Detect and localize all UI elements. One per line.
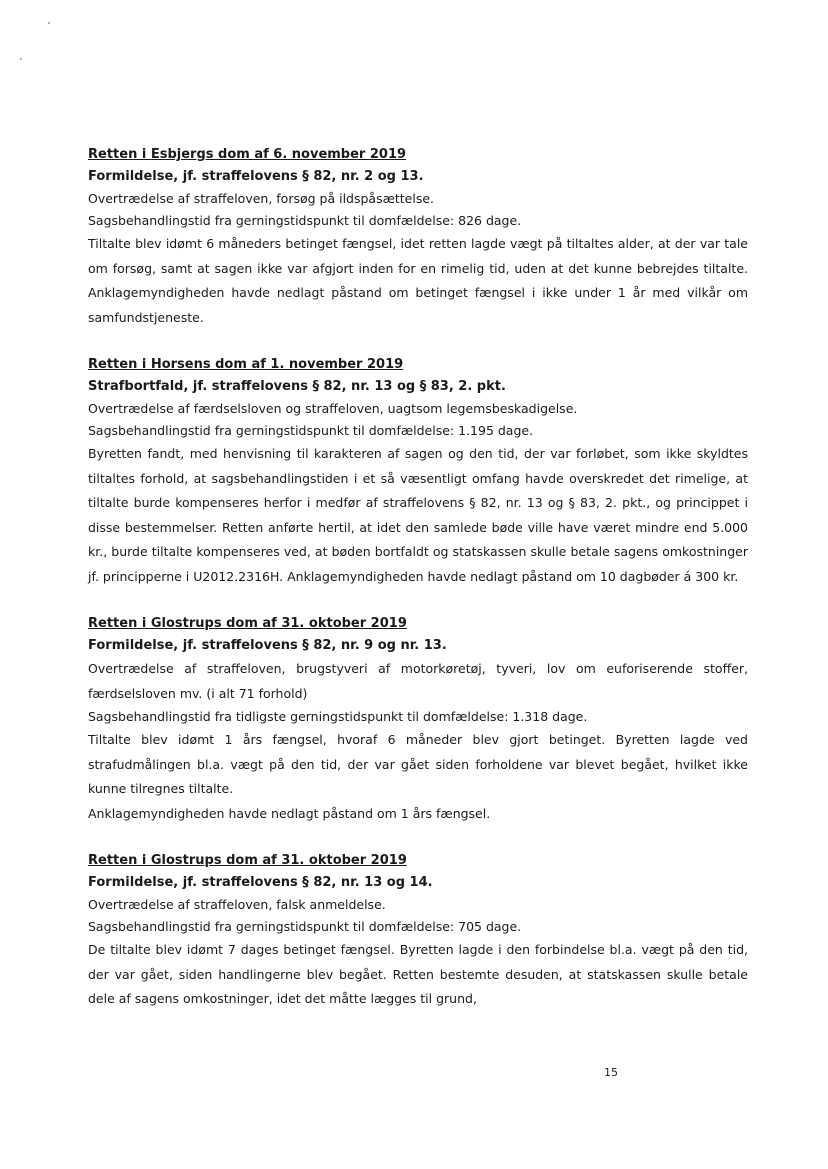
- case-glostrup-2: [88, 850, 748, 1012]
- case-ruling: Strafbortfald, jf. straffelovens § 82, nr. 13 og § 83, 2. pkt.: [88, 379, 506, 394]
- case-paragraph: Tiltalte blev idømt 1 års fængsel, hvoraf 6 måneder blev gjort betinget. Byretten lagde ved strafudmålingen bl.a. vægt på den tid, der var gået siden forholdene var blevet begået, hvilket ikke kunne tilregnes tiltalte.: [88, 732, 748, 796]
- case-esbjerg: [88, 144, 748, 330]
- case-offense: Overtrædelse af færdselsloven og straffeloven, uagtsom legemsbeskadigelse.: [88, 401, 578, 416]
- case-processing-time: Sagsbehandlingstid fra tidligste gerningstidspunkt til domfældelse: 1.318 dage.: [88, 709, 588, 724]
- case-title: Retten i Esbjergs dom af 6. november 2019: [88, 147, 407, 162]
- case-glostrup-1: [88, 613, 748, 826]
- case-ruling: Formildelse, jf. straffelovens § 82, nr. 13 og 14.: [88, 875, 433, 890]
- case-paragraph: Byretten fandt, med henvisning til karakteren af sagen og den tid, der var forløbet, som ikke skyldtes tiltaltes forhold, at sagsbehandlingstiden i et så væsentligt omfang havde overskredet det rimelige, at tiltalte burde kompenseres herfor i medfør af straffelovens § 82, nr. 13 og § 83, 2. pkt., og princippet i disse bestemmelser. Retten anførte hertil, at idet den samlede bøde ville have været mindre end 5.000 kr., burde tiltalte kompenseres ved, at bøden bortfaldt og statskassen skulle betale sagens omkostninger jf. principperne i U2012.2316H. Anklagemyndigheden havde nedlagt påstand om 10 dagbøder á 300 kr.: [88, 446, 748, 584]
- case-ruling: Formildelse, jf. straffelovens § 82, nr. 2 og 13.: [88, 169, 424, 184]
- case-offense: Overtrædelse af straffeloven, forsøg på ildspåsættelse.: [88, 191, 435, 206]
- case-title: Retten i Glostrups dom af 31. oktober 2019: [88, 616, 407, 631]
- case-paragraph: Tiltalte blev idømt 6 måneders betinget fængsel, idet retten lagde vægt på tiltaltes alder, at der var tale om forsøg, samt at sagen ikke var afgjort inden for en rimelig tid, uden at det kunne bebrejdes tiltalte. Anklagemyndigheden havde nedlagt påstand om betinget fængsel i ikke under 1 år med vilkår om samfundstjeneste.: [88, 236, 748, 325]
- scan-speck: [48, 22, 50, 24]
- document-page: [88, 144, 748, 1036]
- case-ruling: Formildelse, jf. straffelovens § 82, nr. 9 og nr. 13.: [88, 638, 447, 653]
- case-offense: Overtrædelse af straffeloven, brugstyveri af motorkøretøj, tyveri, lov om euforiserende stoffer, færdselsloven mv. (i alt 71 forhold): [88, 661, 748, 701]
- case-horsens: [88, 354, 748, 589]
- case-title: Retten i Horsens dom af 1. november 2019: [88, 357, 404, 372]
- case-processing-time: Sagsbehandlingstid fra gerningstidspunkt til domfældelse: 826 dage.: [88, 213, 522, 228]
- scan-speck: [20, 58, 22, 60]
- page-number: 15: [604, 1066, 618, 1079]
- case-offense: Overtrædelse af straffeloven, falsk anmeldelse.: [88, 897, 386, 912]
- case-title: Retten i Glostrups dom af 31. oktober 2019: [88, 853, 407, 868]
- case-paragraph: Anklagemyndigheden havde nedlagt påstand om 1 års fængsel.: [88, 805, 491, 821]
- case-processing-time: Sagsbehandlingstid fra gerningstidspunkt til domfældelse: 1.195 dage.: [88, 423, 534, 438]
- case-paragraph: De tiltalte blev idømt 7 dages betinget fængsel. Byretten lagde i den forbindelse bl.a. vægt på den tid, der var gået, siden handlingerne blev begået. Retten bestemte desuden, at statskassen skulle betale dele af sagens omkostninger, idet det måtte lægges til grund,: [88, 942, 748, 1006]
- case-processing-time: Sagsbehandlingstid fra gerningstidspunkt til domfældelse: 705 dage.: [88, 919, 522, 934]
